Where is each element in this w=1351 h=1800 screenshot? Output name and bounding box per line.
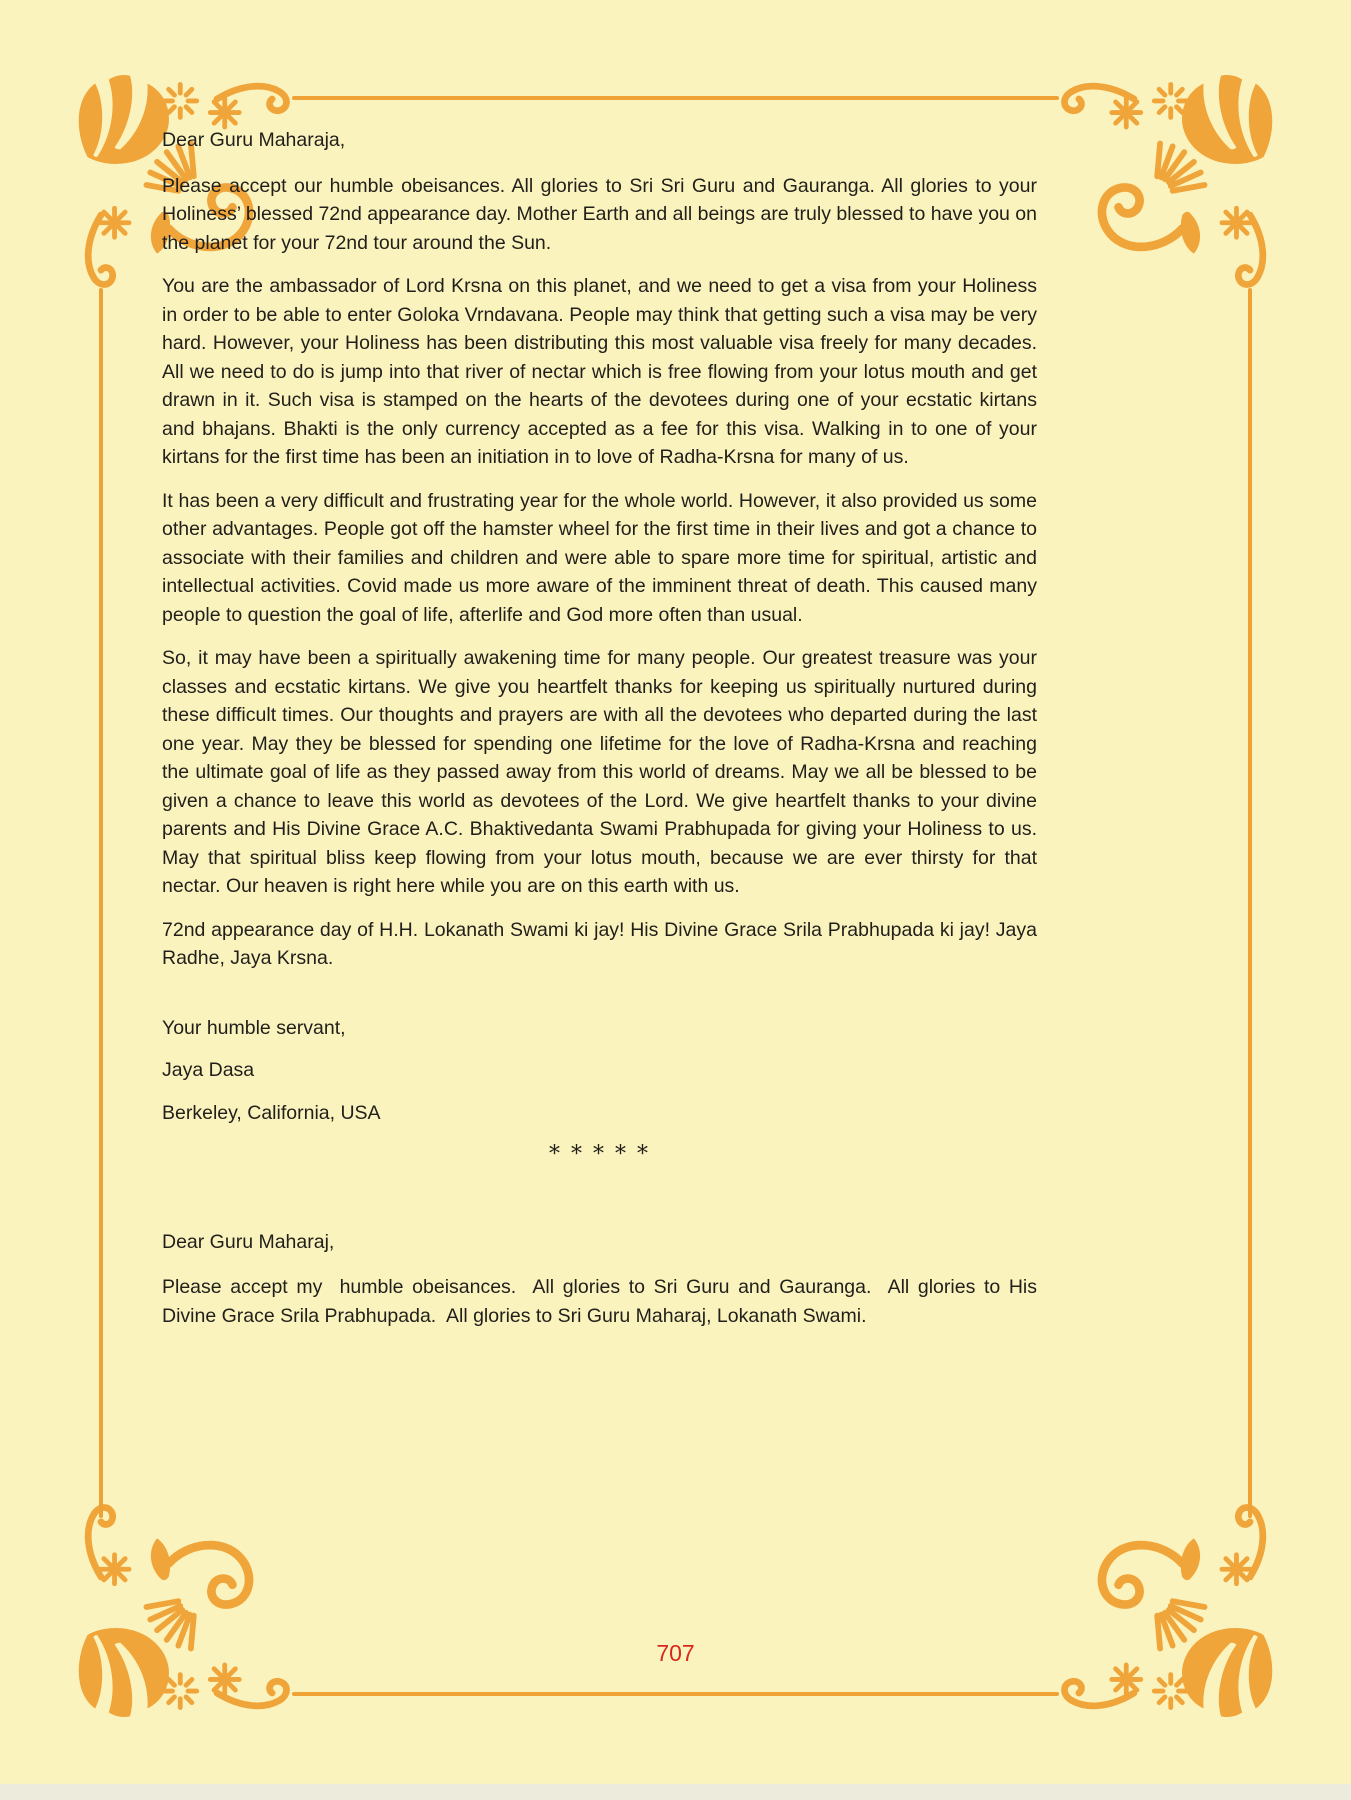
letter1-paragraph: It has been a very difficult and frustrating year for the whole world. However, it also provided us some other advantages. People got off the hamster wheel for the first time in their lives and got a chance to associate with their families and children and were able to spare more time for spiritual, artistic and intellectual activities. Covid made us more aware of the imminent threat of death. This caused many people to question the goal of life, afterlife and God more often than usual.	[162, 489, 1037, 626]
letter2-paragraph: Please accept my humble obeisances. All glories to Sri Guru and Gauranga. All glories to His Divine Grace Srila Prabhupada. All glories to Sri Guru Maharaj, Lokanath Swami.	[162, 1276, 1043, 1327]
floral-corner-ornament-bottom-left	[72, 1490, 304, 1722]
letter1-paragraph: You are the ambassador of Lord Krsna on this planet, and we need to get a visa from your Holiness in order to be able to enter Goloka Vrndavana. People may think that getting such a visa may be very hard. However, your Holiness has been distributing this most valuable visa freely for many decades. All we need to do is jump into that river of nectar which is free flowing from your lotus mouth and get drawn in it. Such visa is stamped on the hearts of the devotees during one of your ecstatic kirtans and bhajans. Bhakti is the only currency accepted as a fee for this visa. Walking in to one of your kirtans for the first time has been an initiation in to love of Radha-Krsna for many of us.	[162, 275, 1037, 468]
border-line-top	[292, 96, 1059, 100]
border-line-right	[1248, 288, 1252, 1518]
border-line-left	[99, 288, 103, 1518]
letter-content	[162, 126, 1043, 1345]
closing-line: Your humble servant,	[162, 1016, 346, 1039]
page-bottom-edge	[0, 1784, 1351, 1800]
letter2	[162, 1228, 1043, 1331]
closing-line: Jaya Dasa	[162, 1059, 255, 1081]
border-line-bottom	[292, 1692, 1059, 1696]
closing-line: Berkeley, California, USA	[162, 1101, 381, 1124]
section-separator-stars: * * * * *	[549, 1142, 650, 1167]
letter1-paragraph: So, it may have been a spiritually awakening time for many people. Our greatest treasure was your classes and ecstatic kirtans. We give you heartfelt thanks for keeping us spiritually nurtured during these difficult times. Our thoughts and prayers are with all the devotees who departed during the last one year. May they be blessed for spending one lifetime for the love of Radha-Krsna and reaching the ultimate goal of life as they passed away from this world of dreams. May we all be blessed to be given a chance to leave this world as devotees of the Lord. We give heartfelt thanks to your divine parents and His Divine Grace A.C. Bhaktivedanta Swami Prabhupada for giving your Holiness to us. May that spiritual bliss keep flowing from your lotus mouth, because we are ever thirsty for that nectar. Our heaven is right here while you are on this earth with us.	[162, 647, 1037, 897]
page-number: 707	[656, 1640, 695, 1666]
letter2-salutation: Dear Guru Maharaj,	[162, 1230, 335, 1253]
letter1-paragraph: 72nd appearance day of H.H. Lokanath Swami ki jay! His Divine Grace Srila Prabhupada ki jay! Jaya Radhe, Jaya Krsna.	[162, 918, 1037, 969]
floral-corner-ornament-top-right	[1047, 70, 1279, 302]
letter1-closing	[162, 1014, 1037, 1128]
letter1-salutation: Dear Guru Maharaja,	[162, 129, 346, 151]
floral-corner-ornament-bottom-right	[1047, 1490, 1279, 1722]
letter1-paragraph: Please accept our humble obeisances. All glories to Sri Sri Guru and Gauranga. All glories to your Holiness’ blessed 72nd appearance day. Mother Earth and all beings are truly blessed to have you on the planet for your 72nd tour around the Sun.	[162, 174, 1037, 254]
